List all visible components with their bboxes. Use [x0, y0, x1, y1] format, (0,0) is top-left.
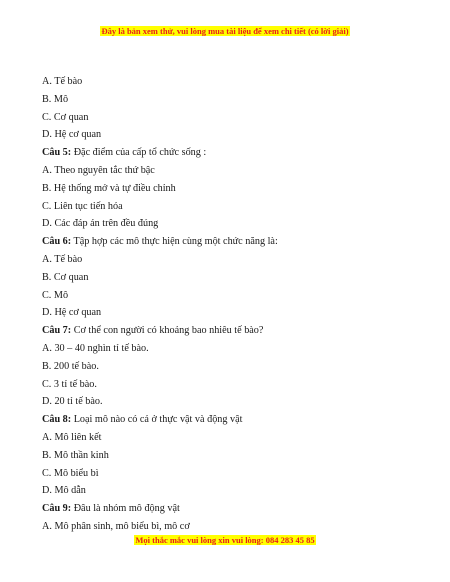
- answer-text: C. 3 tỉ tế bào.: [42, 378, 97, 390]
- answer-option: [42, 358, 422, 376]
- answer-option: [42, 518, 422, 536]
- answer-text: C. Mô: [42, 289, 69, 301]
- answer-option: [42, 376, 422, 394]
- answer-text: A. 30 – 40 nghìn tỉ tế bào.: [42, 342, 149, 354]
- answer-option: [42, 126, 422, 144]
- answer-option: [42, 287, 422, 305]
- answer-text: B. Mô thần kinh: [42, 449, 109, 461]
- question-number: Câu 7:: [42, 325, 72, 337]
- answer-option: [42, 465, 422, 483]
- question-text: Loại mô nào có cả ở thực vật và động vật: [71, 414, 243, 426]
- question-number: Câu 8:: [42, 414, 72, 426]
- answer-text: A. Tế bào: [42, 253, 83, 265]
- contact-footer-banner: [0, 535, 450, 546]
- answer-text: D. 20 tỉ tế bào.: [42, 396, 103, 408]
- question-text: Tập hợp các mô thực hiện cùng một chức năng là:: [71, 236, 278, 248]
- answer-option: [42, 198, 422, 216]
- question-line: [42, 500, 422, 518]
- answer-text: C. Cơ quan: [42, 111, 89, 123]
- answer-text: B. Cơ quan: [42, 271, 89, 283]
- answer-text: A. Tế bào: [42, 76, 83, 87]
- answer-option: [42, 482, 422, 500]
- question-text: Đặc điểm của cấp tổ chức sống :: [71, 147, 207, 159]
- answer-option: [42, 180, 422, 198]
- question-number: Câu 9:: [42, 503, 72, 515]
- answer-option: [42, 109, 422, 127]
- answer-text: D. Mô dẫn: [42, 485, 86, 497]
- question-line: [42, 144, 422, 162]
- answer-option: [42, 251, 422, 269]
- question-text: Đâu là nhóm mô động vật: [71, 503, 180, 515]
- answer-option: [42, 393, 422, 411]
- answer-text: D. Hệ cơ quan: [42, 129, 102, 141]
- answer-option: [42, 304, 422, 322]
- question-line: [42, 411, 422, 429]
- document-body: [42, 73, 422, 536]
- answer-option: [42, 162, 422, 180]
- question-line: [42, 233, 422, 251]
- answer-text: C. Liên tục tiến hóa: [42, 200, 123, 212]
- question-number: Câu 6:: [42, 236, 72, 248]
- answer-text: B. Mô: [42, 93, 69, 105]
- question-text: Cơ thể con người có khoảng bao nhiêu tế bào?: [71, 325, 264, 337]
- answer-text: A. Mô liên kết: [42, 431, 102, 443]
- preview-notice-text: Đây là bản xem thử, vui lòng mua tài liệu để xem chi tiết (có lời giải): [101, 26, 349, 36]
- answer-option: [42, 340, 422, 358]
- answer-text: B. Hệ thống mở và tự điều chỉnh: [42, 182, 176, 194]
- preview-notice-banner: [0, 26, 450, 37]
- answer-text: B. 200 tế bào.: [42, 360, 99, 372]
- answer-text: D. Các đáp án trên đều đúng: [42, 218, 159, 230]
- answer-option: [42, 73, 422, 91]
- answer-text: C. Mô biểu bì: [42, 467, 99, 479]
- answer-option: [42, 91, 422, 109]
- answer-option: [42, 215, 422, 233]
- answer-option: [42, 447, 422, 465]
- answer-option: [42, 429, 422, 447]
- answer-option: [42, 269, 422, 287]
- answer-text: A. Theo nguyên tắc thứ bậc: [42, 164, 155, 176]
- question-number: Câu 5:: [42, 147, 72, 159]
- answer-text: D. Hệ cơ quan: [42, 307, 102, 319]
- answer-text: A. Mô phân sinh, mô biểu bì, mô cơ: [42, 520, 190, 532]
- question-line: [42, 322, 422, 340]
- contact-footer-text: Mọi thắc mắc vui lòng xin vui lòng: 084 283 45 85: [135, 535, 315, 545]
